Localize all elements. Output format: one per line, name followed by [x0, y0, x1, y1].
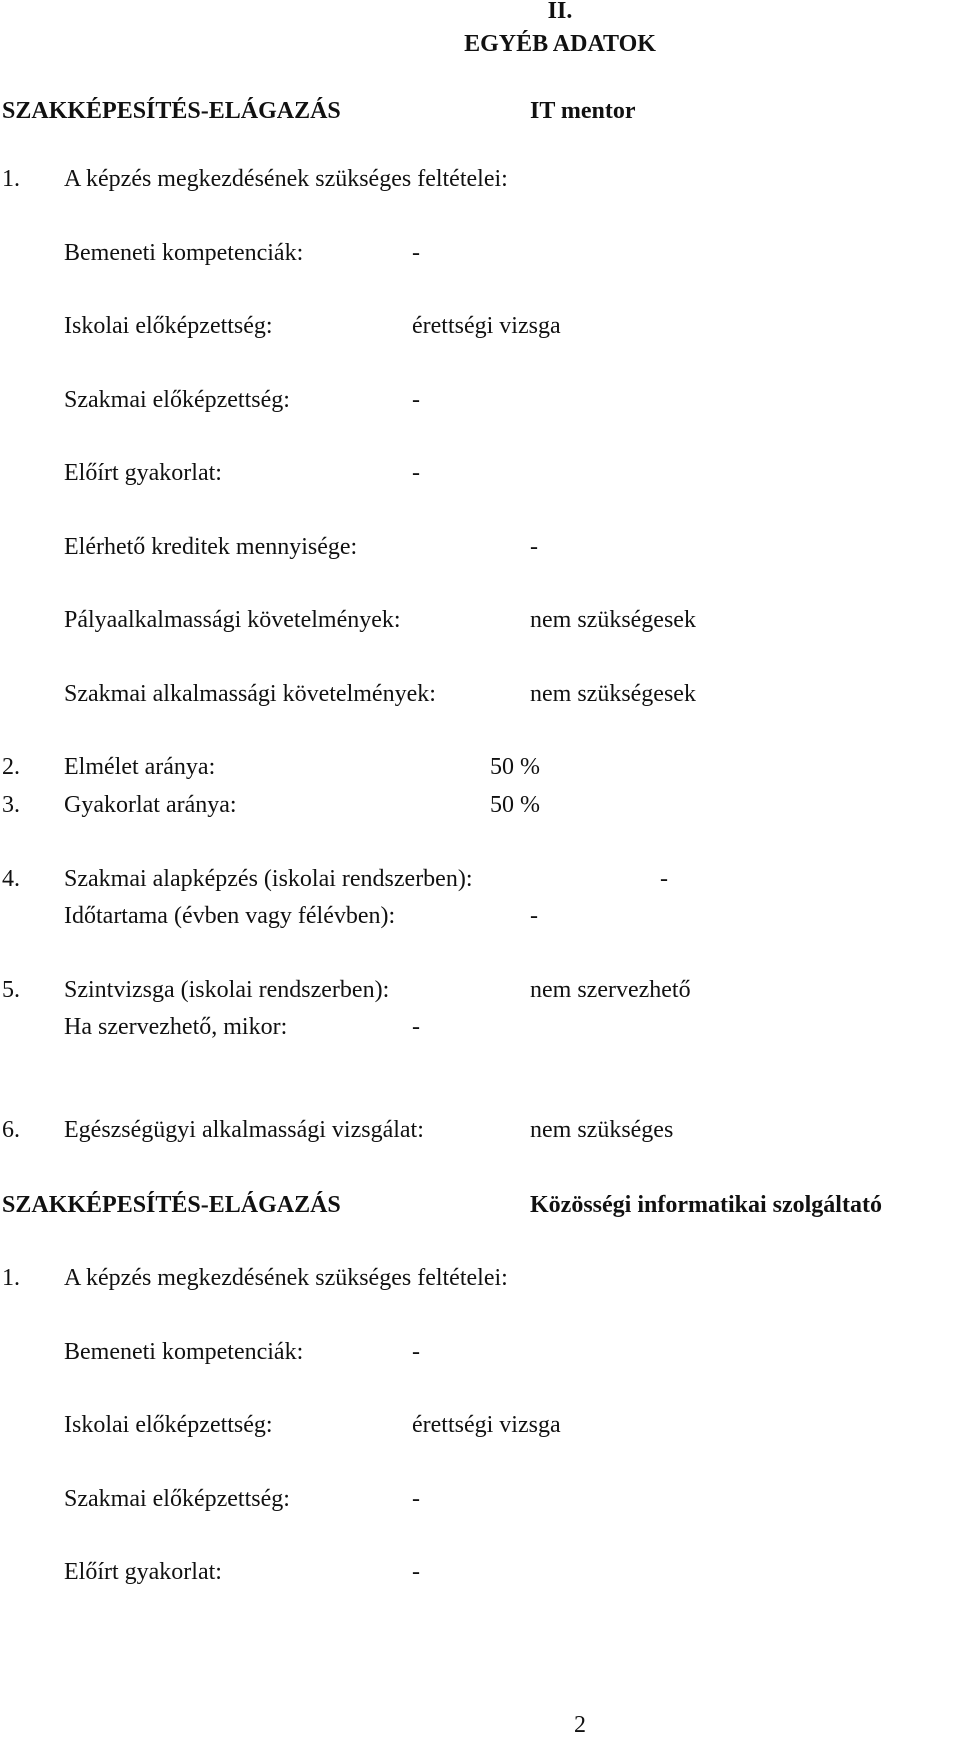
branch-name: Közösségi informatikai szolgáltató — [530, 1192, 882, 1218]
branch-name: IT mentor — [530, 98, 636, 124]
section-number: 4. — [2, 866, 20, 892]
field-value: 50 % — [490, 792, 540, 818]
section-number: 5. — [2, 977, 20, 1003]
branch-label: SZAKKÉPESÍTÉS-ELÁGAZÁS — [2, 98, 341, 124]
field-label: Időtartama (évben vagy félévben): — [64, 903, 396, 929]
field-value: nem szükségesek — [530, 681, 696, 707]
field-label: Elérhető kreditek mennyisége: — [64, 534, 358, 560]
section-roman-numeral: II. — [547, 0, 573, 24]
field-label: Gyakorlat aránya: — [64, 792, 237, 818]
field-label: Pályaalkalmassági követelmények: — [64, 607, 401, 633]
field-value: nem szervezhető — [530, 977, 691, 1003]
field-value: nem szükséges — [530, 1117, 674, 1143]
field-label: Előírt gyakorlat: — [64, 1559, 222, 1585]
field-label: Ha szervezhető, mikor: — [64, 1014, 288, 1040]
field-label: Iskolai előképzettség: — [64, 313, 273, 339]
field-value: - — [412, 1339, 420, 1365]
field-value: - — [412, 1014, 420, 1040]
section-number: 1. — [2, 1265, 20, 1291]
field-label: Iskolai előképzettség: — [64, 1412, 273, 1438]
field-label: Bemeneti kompetenciák: — [64, 240, 304, 266]
field-value: nem szükségesek — [530, 607, 696, 633]
section-number: 1. — [2, 166, 20, 192]
section-number: 3. — [2, 792, 20, 818]
field-value: - — [412, 1559, 420, 1585]
section-heading: A képzés megkezdésének szükséges feltételei: — [64, 166, 508, 192]
field-value: - — [530, 903, 538, 929]
section-number: 6. — [2, 1117, 20, 1143]
field-label: Előírt gyakorlat: — [64, 460, 222, 486]
field-label: Szakmai előképzettség: — [64, 387, 290, 413]
field-label: Elmélet aránya: — [64, 754, 216, 780]
section-heading: A képzés megkezdésének szükséges feltételei: — [64, 1265, 508, 1291]
page-number: 2 — [574, 1712, 586, 1738]
field-label: Szakmai előképzettség: — [64, 1486, 290, 1512]
field-value: - — [412, 387, 420, 413]
field-label: Egészségügyi alkalmassági vizsgálat: — [64, 1117, 424, 1143]
field-label: Szintvizsga (iskolai rendszerben): — [64, 977, 390, 1003]
section-title: EGYÉB ADATOK — [464, 31, 656, 57]
field-label: Szakmai alapképzés (iskolai rendszerben): — [64, 866, 473, 892]
field-label: Bemeneti kompetenciák: — [64, 1339, 304, 1365]
section-number: 2. — [2, 754, 20, 780]
field-value: - — [660, 866, 668, 892]
field-value: - — [412, 1486, 420, 1512]
branch-label: SZAKKÉPESÍTÉS-ELÁGAZÁS — [2, 1192, 341, 1218]
field-value: - — [412, 460, 420, 486]
field-value: érettségi vizsga — [412, 1412, 561, 1438]
field-value: 50 % — [490, 754, 540, 780]
field-value: - — [530, 534, 538, 560]
field-value: - — [412, 240, 420, 266]
field-value: érettségi vizsga — [412, 313, 561, 339]
field-label: Szakmai alkalmassági követelmények: — [64, 681, 436, 707]
